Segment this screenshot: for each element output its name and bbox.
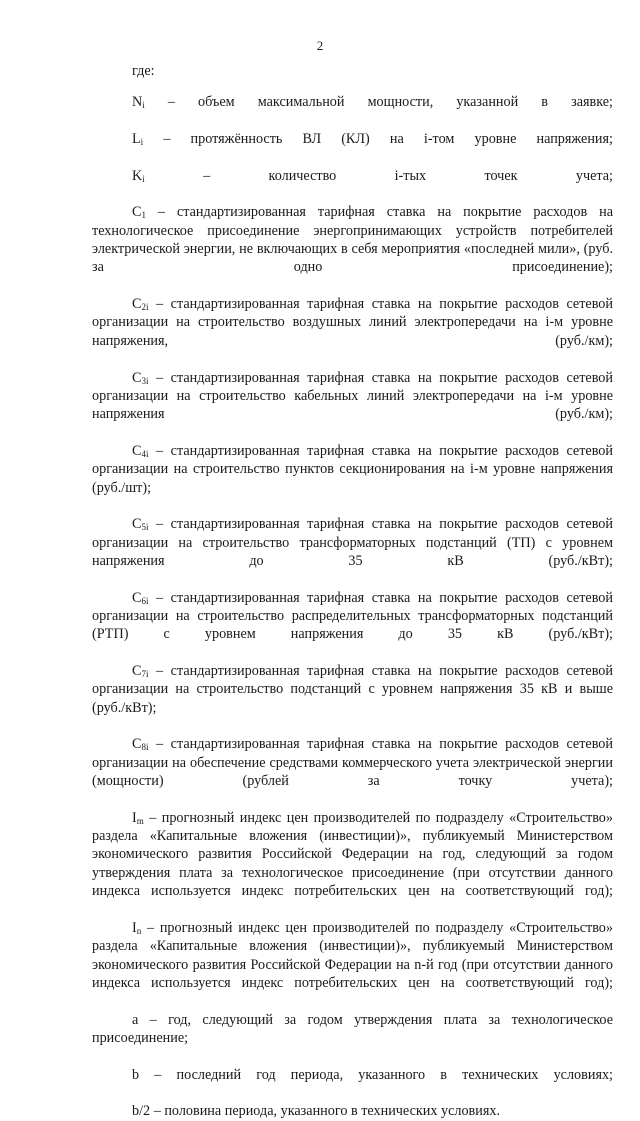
definition-subscript: 7i [141, 669, 149, 679]
definition-symbol: I [132, 809, 137, 826]
definition-item [92, 1066, 613, 1103]
definition-item [92, 809, 613, 919]
definition-subscript: i [142, 100, 145, 111]
definition-text: – последний год периода, указанного в технических условиях; [139, 1066, 613, 1083]
definition-symbol: L [132, 131, 141, 148]
definition-item [92, 589, 613, 662]
definition-text: – протяжённость ВЛ (КЛ) на i-том уровне напряжения; [143, 131, 613, 148]
definition-subscript: m [136, 815, 144, 826]
definition-text: – стандартизированная тарифная ставка на покрытие расходов сетевой организации на строительство воздушных линий электропередачи на i-м уровне напряжения, (руб./км); [92, 296, 613, 349]
definition-text: – стандартизированная тарифная ставка на покрытие расходов сетевой организации на обеспечение средствами коммерческого учета электрической энергии (мощности) (рублей за точку учета); [92, 736, 613, 790]
definition-item [92, 662, 613, 735]
definition-text: – половина периода, указанного в технических условиях. [150, 1103, 501, 1120]
definition-symbol: C [132, 442, 142, 459]
intro-text: где: [132, 63, 155, 79]
definition-text: – объем максимальной мощности, указанной в заявке; [144, 94, 613, 111]
definition-symbol: b [132, 1066, 140, 1083]
page-number: 2 [316, 38, 324, 53]
definition-text: – стандартизированная тарифная ставка на покрытие расходов сетевой организации на строительство кабельных линий электропередачи на i-м уровне напряжения (руб./км); [92, 369, 613, 423]
definition-symbol: C [132, 663, 142, 679]
definition-symbol: a [132, 1011, 139, 1028]
definition-subscript: i [142, 173, 145, 184]
definition-item [92, 919, 613, 1011]
definition-item [92, 130, 613, 167]
definition-item [92, 1011, 613, 1066]
definition-symbol: K [132, 167, 143, 184]
definition-text: – прогнозный индекс цен производителей по подразделу «Строительство» раздела «Капитальные вложения (инвестиции)», публикуемый Министерством экономического развития Российской Федерации на год, следующий за годом утверждения плата за технологическое присоединение (при отсутствии данного индекса используется индекс потребительских цен на соответствующий год); [92, 809, 613, 900]
definition-text: – прогнозный индекс цен производителей по подразделу «Строительство» раздела «Капитальные вложения (инвестиции)», публикуемый Министерством экономического развития Российской Федерации на n-й год (при отсутствии данного индекса используется индекс потребительских цен на соответствующий год); [92, 919, 613, 991]
definition-text: – стандартизированная тарифная ставка на покрытие расходов на технологическое присоединение энергопринимающих устройств потребителей электрической энергии, не включающих в себя мероприятия «последней мили», (руб. за одно присоединение); [92, 204, 613, 276]
definition-item [92, 735, 613, 808]
definition-item [92, 295, 613, 368]
definition-symbol: C [132, 589, 142, 606]
definition-symbol: b/2 [132, 1103, 151, 1120]
definition-symbol: N [132, 94, 143, 111]
definition-subscript: 3i [141, 375, 149, 386]
definition-text: – стандартизированная тарифная ставка на покрытие расходов сетевой организации на строительство подстанций с уровнем напряжения 35 кВ и выше (руб./кВт); [92, 663, 613, 716]
document-body [92, 62, 613, 1121]
definition-subscript: 4i [141, 448, 149, 459]
definition-symbol: C [132, 369, 142, 386]
definition-subscript: 2i [141, 302, 149, 313]
definition-item [92, 369, 613, 442]
definition-item [92, 167, 613, 204]
definition-subscript: 1 [141, 210, 146, 221]
definition-symbol: C [132, 736, 142, 753]
definition-symbol: I [132, 919, 137, 936]
definition-text: – стандартизированная тарифная ставка на покрытие расходов сетевой организации на строительство распределительных трансформаторных подстанций (РТП) с уровнем напряжения до 35 кВ (руб./кВт); [92, 589, 613, 643]
definition-symbol: C [132, 516, 142, 533]
definition-item [92, 203, 613, 295]
definition-item [92, 442, 613, 515]
definition-subscript: 5i [141, 522, 149, 533]
definition-subscript: n [136, 925, 142, 936]
definition-item [92, 1102, 613, 1120]
definition-text: – стандартизированная тарифная ставка на покрытие расходов сетевой организации на строительство трансформаторных подстанций (ТП) с уровнем напряжения до 35 кВ (руб./кВт); [92, 516, 613, 569]
definition-list [92, 93, 613, 1120]
definition-symbol: C [132, 204, 142, 221]
definition-text: – стандартизированная тарифная ставка на покрытие расходов сетевой организации на строительство пунктов секционирования на i-м уровне напряжения (руб./шт); [92, 442, 613, 496]
definition-subscript: i [140, 137, 144, 148]
definition-text: – год, следующий за годом утверждения плата за технологическое присоединение; [92, 1011, 613, 1046]
definition-symbol: C [132, 296, 142, 313]
definition-item [92, 93, 613, 130]
definition-item [92, 515, 613, 588]
definition-subscript: 6i [141, 595, 149, 606]
definition-text: – количество i-тых точек учета; [144, 167, 613, 184]
definition-subscript: 8i [141, 742, 149, 753]
